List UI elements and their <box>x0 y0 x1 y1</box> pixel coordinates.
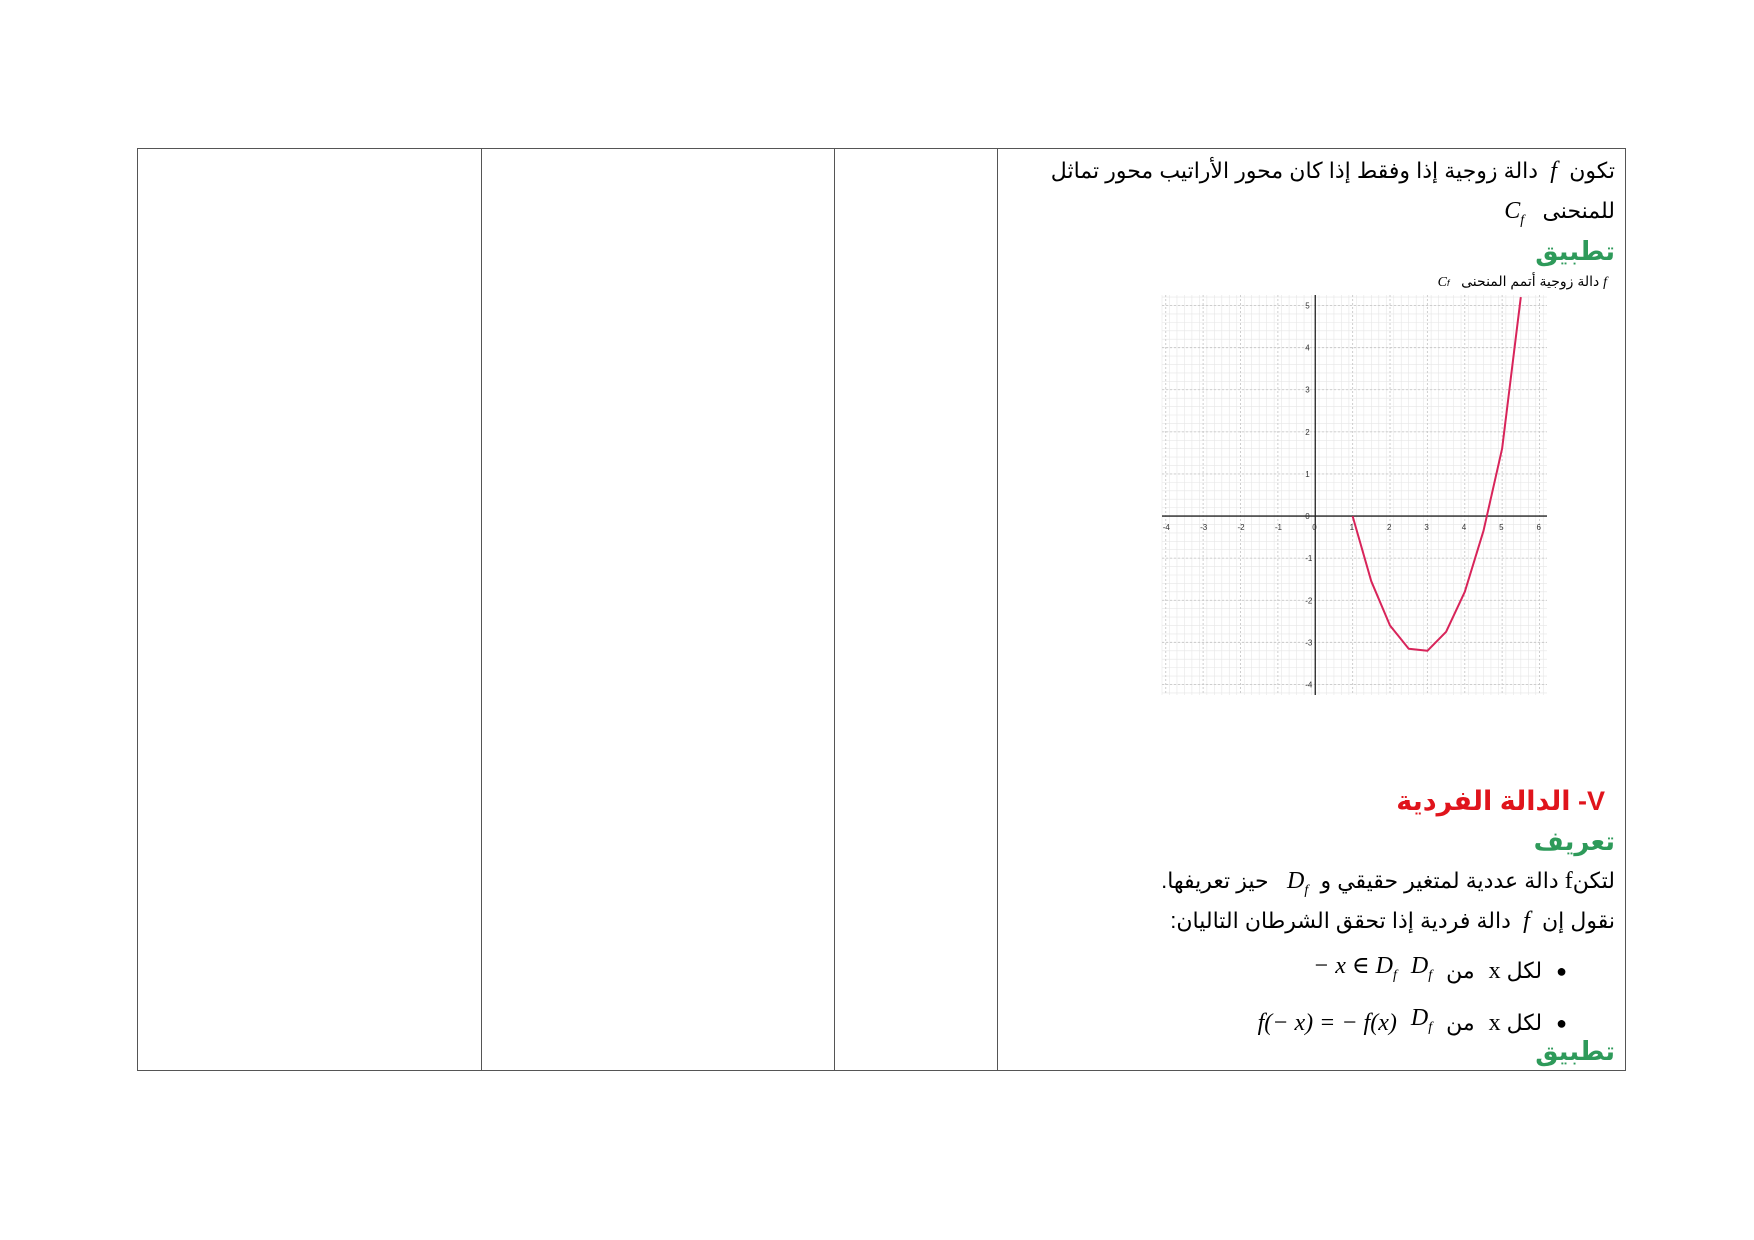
math-sub: f <box>1446 278 1450 288</box>
x-tick-label: 5 <box>1499 523 1504 533</box>
list-item <box>1258 997 1567 1049</box>
list-item <box>1258 945 1567 997</box>
x-tick-label: -1 <box>1274 523 1282 533</box>
x-tick-label: 2 <box>1387 523 1392 533</box>
math-C: C <box>1437 275 1447 290</box>
y-tick-label: 5 <box>1305 301 1310 311</box>
y-tick-label: 4 <box>1305 343 1310 353</box>
section-title: - الدالة الفردية <box>1396 786 1587 816</box>
math-D: D <box>1410 953 1429 979</box>
x-tick-label: 3 <box>1424 523 1429 533</box>
math-x: x <box>1488 958 1501 984</box>
text: للمنحنى <box>1542 198 1615 223</box>
text: دالة عددية لمتغير حقيقي و <box>1320 868 1559 893</box>
x-tick-label: -2 <box>1237 523 1245 533</box>
x-tick-label: 0 <box>1312 523 1317 533</box>
bullet-list <box>1258 945 1567 1049</box>
math-sub: f <box>1304 883 1309 898</box>
page-table <box>137 148 1626 1071</box>
x-tick-label: 6 <box>1536 523 1541 533</box>
function-graph <box>1152 273 1557 713</box>
x-tick-label: -3 <box>1200 523 1208 533</box>
math-x: x <box>1488 1010 1501 1036</box>
table-cell-3 <box>835 149 998 1071</box>
math-sub: f <box>1520 213 1525 228</box>
math-D: D <box>1410 1005 1429 1031</box>
math-C: C <box>1504 198 1521 224</box>
y-tick-label: 0 <box>1305 512 1310 522</box>
math-sub: f <box>1428 1020 1433 1035</box>
section-v-title <box>1396 781 1605 821</box>
text: دالة زوجية أتمم المنحنى <box>1461 273 1600 289</box>
y-tick-label: -2 <box>1305 596 1313 606</box>
y-tick-label: 1 <box>1305 469 1310 479</box>
text: حيز تعريفها. <box>1161 868 1269 893</box>
text: من <box>1446 1010 1475 1035</box>
odd-definition-line2 <box>1170 901 1615 941</box>
text: لتكن <box>1572 868 1615 893</box>
math-f: f <box>1550 158 1557 184</box>
table-cell-content <box>998 149 1626 1071</box>
y-tick-label: -1 <box>1305 554 1313 564</box>
bullet-icon: ● <box>1556 1013 1567 1033</box>
x-tick-label: 1 <box>1349 523 1355 533</box>
math-sub: f <box>1428 968 1433 983</box>
even-definition-line1 <box>1051 151 1615 191</box>
y-tick-label: 2 <box>1305 427 1310 437</box>
text: تكون <box>1569 158 1615 183</box>
math-f: f <box>1603 275 1607 290</box>
table-cell-1 <box>138 149 482 1071</box>
text: دالة فردية إذا تحقق الشرطان التاليان: <box>1170 908 1511 933</box>
text: لكل <box>1506 1010 1543 1035</box>
math-expression: f(− x) = − f(x) <box>1257 1010 1397 1036</box>
section-number: V <box>1586 786 1605 816</box>
math-expression: − x ∈ D <box>1313 953 1393 979</box>
bullet-icon: ● <box>1556 961 1567 981</box>
y-tick-label: -3 <box>1305 638 1313 648</box>
text: لكل <box>1506 958 1543 983</box>
application-heading-1: تطبيق <box>1535 236 1615 266</box>
definition-heading: تعريف <box>1533 826 1615 856</box>
y-tick-label: 3 <box>1305 385 1310 395</box>
table-cell-2 <box>482 149 835 1071</box>
math-sub: f <box>1392 968 1397 983</box>
math-f: f <box>1564 868 1573 894</box>
x-tick-label: 4 <box>1461 523 1467 533</box>
math-D: D <box>1287 868 1305 894</box>
text: نقول إن <box>1542 908 1615 933</box>
x-tick-label: -4 <box>1162 523 1170 533</box>
text: من <box>1446 958 1475 983</box>
y-tick-label: -4 <box>1305 680 1313 690</box>
application-heading-2: تطبيق <box>1535 1036 1615 1066</box>
text: دالة زوجية إذا وفقط إذا كان محور الأراتيب محور تماثل <box>1050 158 1539 183</box>
math-f: f <box>1523 908 1530 934</box>
